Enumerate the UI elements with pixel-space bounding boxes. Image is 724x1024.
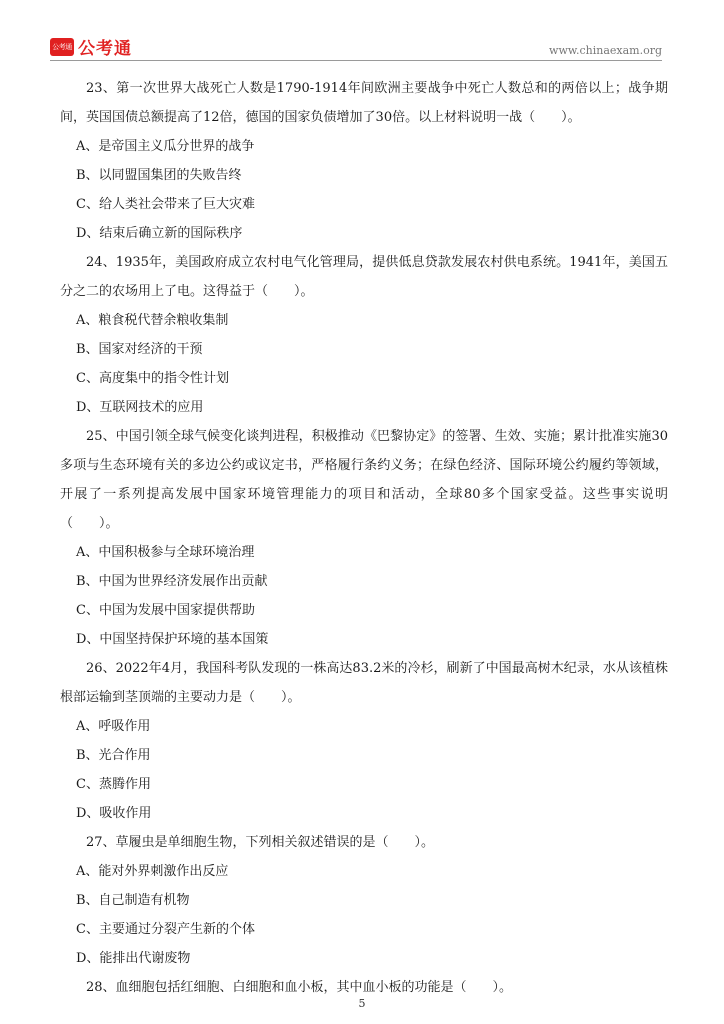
option-c: C、蒸腾作用: [76, 777, 151, 792]
logo-badge-icon: 公考通: [50, 38, 74, 56]
question-stem: 27、草履虫是单细胞生物，下列相关叙述错误的是（ ）。: [86, 835, 435, 850]
question-25: [60, 422, 668, 654]
question-26: [60, 654, 668, 828]
question-stem: 24、1935年，美国政府成立农村电气化管理局，提供低息贷款发展农村供电系统。1941年，美国五分之二的农场用上了电。这得益于（ ）。: [60, 255, 668, 299]
option-d: D、吸收作用: [76, 806, 152, 821]
brand-logo[interactable]: [50, 34, 132, 59]
option-a: A、呼吸作用: [76, 719, 151, 734]
option-b: B、中国为世界经济发展作出贡献: [76, 574, 268, 589]
question-stem: 26、2022年4月，我国科考队发现的一株高达83.2米的冷杉，刷新了中国最高树木纪录，水从该植株根部运输到茎顶端的主要动力是（ ）。: [60, 661, 668, 705]
page-header: [50, 30, 662, 60]
question-24: [60, 248, 668, 422]
option-a: A、能对外界刺激作出反应: [76, 864, 229, 879]
option-d: D、能排出代谢废物: [76, 951, 191, 966]
question-27: [60, 828, 668, 973]
header-divider: [50, 60, 662, 61]
option-a: A、是帝国主义瓜分世界的战争: [76, 139, 255, 154]
question-23: [60, 74, 668, 248]
option-b: B、国家对经济的干预: [76, 342, 203, 357]
option-b: B、光合作用: [76, 748, 151, 763]
option-d: D、结束后确立新的国际秩序: [76, 226, 243, 241]
option-c: C、给人类社会带来了巨大灾难: [76, 197, 255, 212]
question-stem: 25、中国引领全球气候变化谈判进程，积极推动《巴黎协定》的签署、生效、实施；累计批准实施30多项与生态环境有关的多边公约或议定书，严格履行条约义务；在绿色经济、国际环境公约履约等领域，开展了一系列提高发展中国家环境管理能力的项目和活动，全球80多个国家受益。这些事实说明（ ）。: [60, 429, 668, 531]
option-c: C、高度集中的指令性计划: [76, 371, 229, 386]
option-c: C、主要通过分裂产生新的个体: [76, 922, 255, 937]
option-d: D、互联网技术的应用: [76, 400, 204, 415]
page-number: 5: [358, 997, 366, 1010]
option-b: B、自己制造有机物: [76, 893, 190, 908]
question-stem: 28、血细胞包括红细胞、白细胞和血小板，其中血小板的功能是（ ）。: [86, 980, 513, 995]
site-url[interactable]: www.chinaexam.org: [549, 44, 662, 57]
option-b: B、以同盟国集团的失败告终: [76, 168, 242, 183]
option-a: A、中国积极参与全球环境治理: [76, 545, 255, 560]
option-c: C、中国为发展中国家提供帮助: [76, 603, 255, 618]
question-list: [60, 74, 668, 1002]
option-d: D、中国坚持保护环境的基本国策: [76, 632, 269, 647]
question-stem: 23、第一次世界大战死亡人数是1790-1914年间欧洲主要战争中死亡人数总和的两倍以上；战争期间，英国国债总额提高了12倍，德国的国家负债增加了30倍。以上材料说明一战（ ）。: [60, 81, 668, 125]
logo-text: 公考通: [78, 39, 132, 59]
option-a: A、粮食税代替余粮收集制: [76, 313, 229, 328]
